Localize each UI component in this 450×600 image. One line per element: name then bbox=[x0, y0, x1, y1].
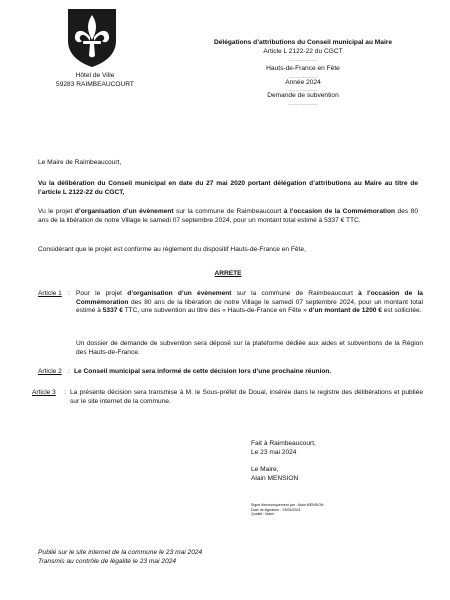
esign-quality: Qualité : Maire bbox=[251, 512, 275, 517]
electronic-signature-stamp bbox=[251, 503, 411, 517]
arrete-heading: ARRETE bbox=[214, 270, 242, 277]
header-separator: ---------------- bbox=[288, 57, 318, 63]
esign-signed-by: Signé électroniquement par : Alain MENSION bbox=[251, 503, 324, 507]
postal-address: 59283 RAIMBEAUCOURT bbox=[56, 80, 134, 88]
signature-block bbox=[251, 440, 411, 483]
document-header bbox=[196, 39, 410, 106]
article-2-text: Le Conseil municipal sera informé de cette décision lors d’une prochaine réunion. bbox=[74, 368, 332, 375]
publication-website: Publié sur le site internet de la commune le 23 mai 2024 bbox=[38, 549, 203, 556]
article-3-text: La présente décision sera transmise à M. le Sous-préfet de Douai, insérée dans le registre des délibérations et publiée sur le site internet de la commune. bbox=[70, 389, 423, 405]
article-colon: : bbox=[64, 389, 66, 396]
document-subject: Demande de subvention bbox=[267, 92, 339, 100]
recital-deliberation: Vu la délibération du Conseil municipal en date du 27 mai 2020 portant délégation d’attributions au Maire au titre de l’article L 2122-22 du CGCT, bbox=[38, 180, 418, 196]
signatory-role: Le Maire, bbox=[251, 466, 279, 474]
esign-date: Date de signature : 23/05/2024 bbox=[251, 507, 301, 512]
article-1-dossier: Un dossier de demande de subvention sera déposé sur la plateforme dédiée aux aides et subventions de la Région des Hauts-de-France. bbox=[76, 340, 423, 356]
program-name: Hauts-de-France en Fête bbox=[266, 65, 340, 73]
article-1-text: Pour le projet d’organisation d’un évènement sur la commune de Raimbeaucourt à l’occasion de la Commémoration des 80 ans de la libération de notre Village le samedi 07 septembre 2024, pour un montant total estimé à 5337 € TTC, une subvention au titre des « Hauts-de-France en Fête » d’un montant de 1200 € est sollicitée. bbox=[76, 290, 423, 315]
fleur-de-lis-shield-icon bbox=[66, 7, 118, 69]
made-at: Fait à Raimbeaucourt, bbox=[251, 440, 316, 447]
document-title: Délégations d’attributions du Conseil municipal au Maire bbox=[213, 39, 393, 46]
publication-block bbox=[38, 549, 338, 566]
recital-project: Vu le projet d’organisation d’un évènement sur la commune de Raimbeaucourt à l’occasion de la Commémoration des 80 ans de la libération de notre Village le samedi 07 septembre 2024, pour un montant total estimé à 5337 € TTC. bbox=[38, 208, 418, 224]
signatory-name: Alain MENSION bbox=[251, 474, 299, 482]
article-3-label: Article 3 bbox=[32, 389, 56, 396]
city-hall-label: Hôtel de Ville bbox=[75, 72, 115, 79]
article-2-label: Article 2 bbox=[38, 368, 62, 375]
article-reference: Article L 2122-22 du CGCT bbox=[263, 47, 343, 55]
header-separator: ---------------- bbox=[288, 100, 318, 106]
article-colon: : bbox=[68, 290, 70, 297]
article-colon: : bbox=[68, 368, 70, 375]
program-year: Année 2024 bbox=[285, 78, 321, 86]
publication-legality: Transmis au contrôle de légalité le 23 mai 2024 bbox=[38, 557, 177, 565]
header-separator: ---------------- bbox=[288, 87, 318, 93]
signature-date: Le 23 mai 2024 bbox=[251, 448, 297, 456]
header-separator: ---------------- bbox=[288, 73, 318, 79]
municipal-coat-of-arms bbox=[66, 7, 118, 69]
article-1-label: Article 1 bbox=[38, 290, 62, 297]
opening-line: Le Maire de Raimbeaucourt, bbox=[38, 159, 122, 166]
recital-considering: Considérant que le projet est conforme au règlement du dispositif Hauts-de-France en Fête, bbox=[38, 246, 306, 253]
city-hall-block bbox=[40, 72, 150, 89]
